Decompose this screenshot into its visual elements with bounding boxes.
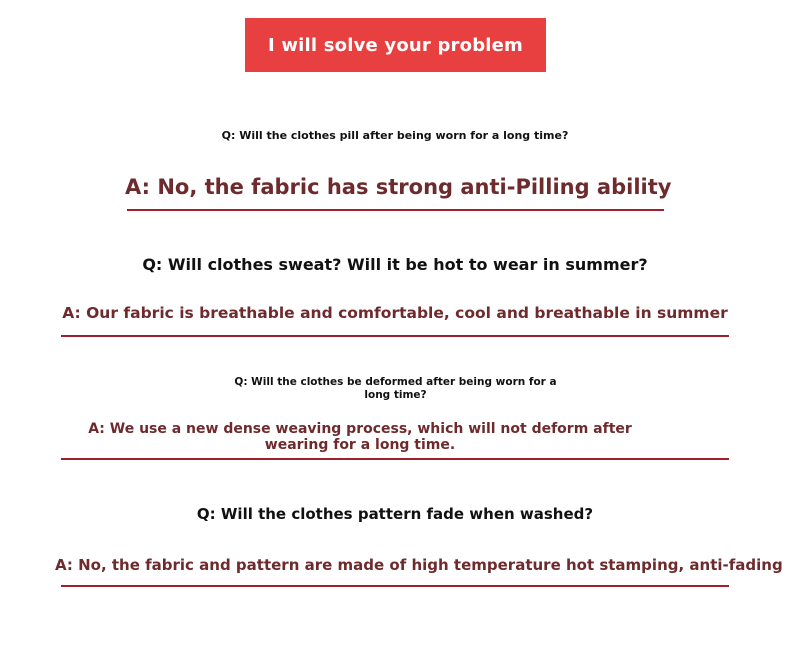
answer-underline-4 (61, 585, 729, 587)
faq-answer-1: A: No, the fabric has strong anti-Pilling ability (125, 175, 672, 199)
faq-answer-3: A: We use a new dense weaving process, which will not deform after wearing for a long time. (88, 421, 632, 453)
header-banner: I will solve your problem (245, 18, 546, 72)
faq-answer-4: A: No, the fabric and pattern are made of high temperature hot stamping, anti-fading (55, 556, 783, 574)
answer-underline-3 (61, 458, 729, 460)
answer-underline-2 (61, 335, 729, 337)
faq-question-4: Q: Will the clothes pattern fade when washed? (196, 505, 594, 523)
faq-answer-2: A: Our fabric is breathable and comfortable, cool and breathable in summer (62, 304, 728, 322)
faq-question-1: Q: Will the clothes pill after being worn for a long time? (221, 129, 569, 142)
faq-question-3: Q: Will the clothes be deformed after being worn for a long time? (234, 376, 557, 401)
answer-underline-1 (127, 209, 664, 211)
faq-question-2: Q: Will clothes sweat? Will it be hot to wear in summer? (142, 255, 648, 274)
